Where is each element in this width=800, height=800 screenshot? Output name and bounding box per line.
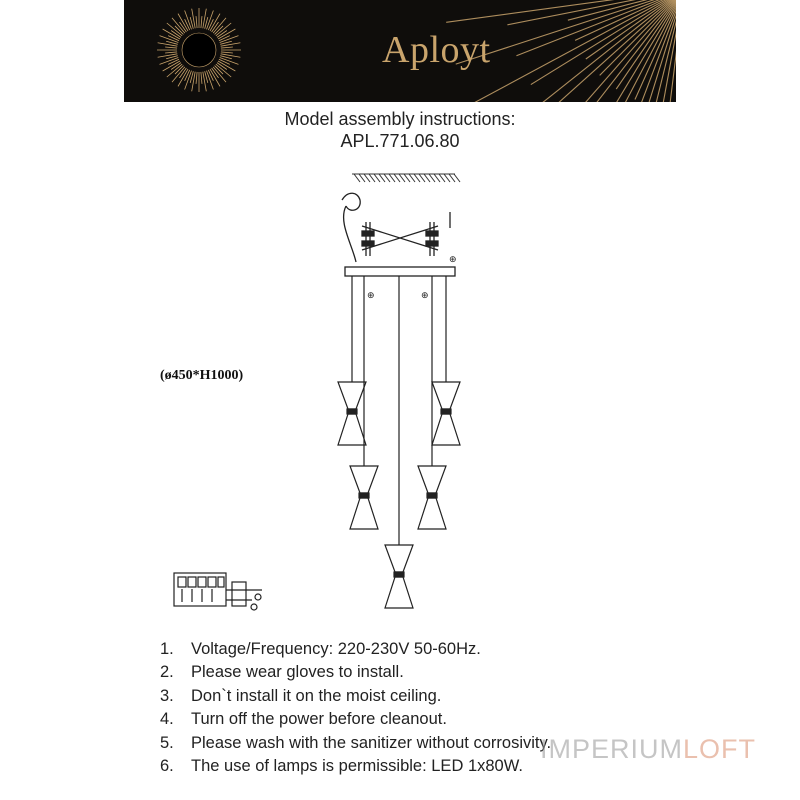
instruction-text: Please wear gloves to install. bbox=[191, 663, 404, 682]
pendant-shade-icon bbox=[338, 276, 366, 445]
dimension-label: (ø450*H1000) bbox=[160, 368, 244, 383]
instruction-number: 4. bbox=[160, 710, 174, 729]
ground-symbol-icon bbox=[251, 594, 261, 610]
svg-text:⊕: ⊕ bbox=[449, 254, 457, 264]
brand-banner bbox=[124, 0, 676, 102]
instruction-text: Please wash with the sanitizer without corrosivity. bbox=[191, 733, 552, 752]
watermark-part-1: IMPERIUM bbox=[540, 734, 683, 764]
svg-text:⊕: ⊕ bbox=[367, 290, 375, 300]
instruction-item bbox=[160, 755, 551, 778]
instruction-text: The use of lamps is permissible: LED 1x80W. bbox=[191, 756, 523, 775]
watermark bbox=[540, 734, 756, 765]
instruction-number: 6. bbox=[160, 756, 174, 775]
instruction-number: 2. bbox=[160, 663, 174, 682]
assembly-diagram bbox=[0, 160, 800, 630]
page-title: Model assembly instructions: bbox=[284, 109, 516, 129]
instruction-number: 3. bbox=[160, 686, 174, 705]
brand-name: Aployt bbox=[382, 29, 491, 71]
instruction-number: 1. bbox=[160, 640, 174, 658]
pendant-shade-icon bbox=[432, 276, 460, 445]
instruction-item bbox=[160, 661, 551, 684]
brand-logo-sun-icon bbox=[157, 8, 241, 92]
pendant-shade-icon bbox=[418, 276, 446, 529]
pendant-shade-icon bbox=[385, 276, 413, 608]
instruction-item bbox=[160, 638, 551, 661]
svg-text:⊕: ⊕ bbox=[421, 290, 429, 300]
instruction-text: Don`t install it on the moist ceiling. bbox=[191, 686, 442, 705]
watermark-part-2: LOFT bbox=[683, 734, 757, 764]
instruction-item bbox=[160, 685, 551, 708]
instruction-text: Voltage/Frequency: 220-230V 50-60Hz. bbox=[191, 640, 481, 658]
ceiling-mount-icon bbox=[352, 174, 460, 182]
instruction-item bbox=[160, 732, 551, 755]
instruction-item bbox=[160, 708, 551, 731]
model-number: APL.771.06.80 bbox=[340, 131, 460, 151]
pendant-lamps bbox=[338, 276, 460, 608]
instruction-text: Turn off the power before cleanout. bbox=[191, 710, 447, 729]
instructions-list bbox=[160, 638, 551, 778]
mounting-bar-icon bbox=[342, 193, 457, 264]
canopy-icon bbox=[345, 267, 455, 300]
instruction-number: 5. bbox=[160, 733, 174, 752]
terminal-block-icon bbox=[174, 573, 262, 606]
pendant-shade-icon bbox=[350, 276, 378, 529]
